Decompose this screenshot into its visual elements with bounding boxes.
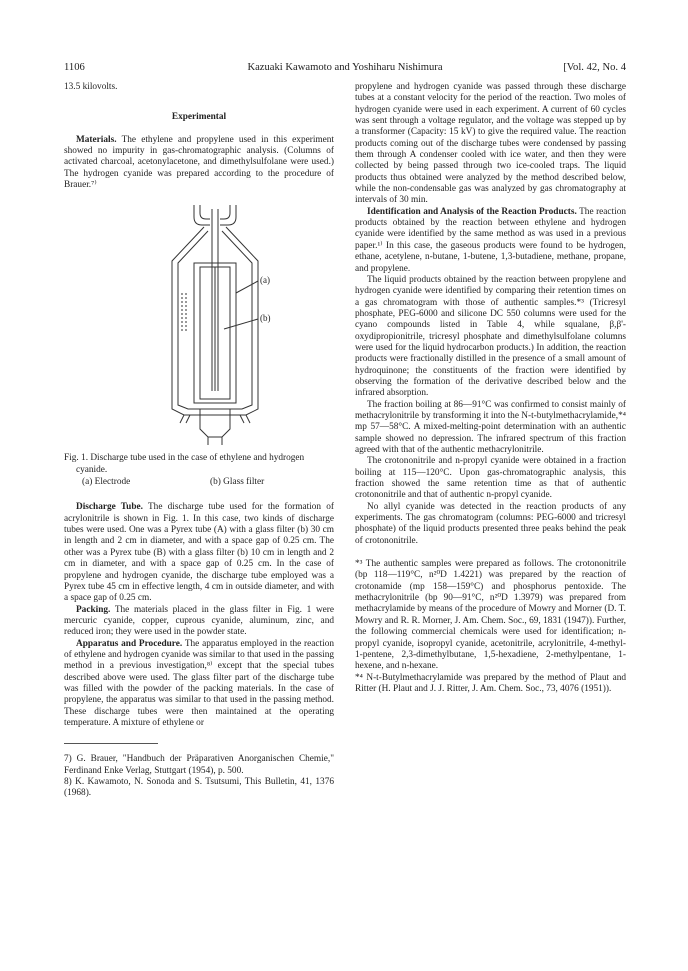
discharge-tube-heading: Discharge Tube. <box>76 502 143 513</box>
footnote-4: *⁴ N-t-Butylmethacrylamide was prepared by the method of Plaut and Ritter (H. Plaut and J. J. Ritter, J. Am. Chem. Soc., 73, 4076 (1951)). <box>355 672 626 694</box>
allyl-cyanide-paragraph: No allyl cyanide was detected in the reaction products of any experiments. The gas chromatogram (columns: PEG-6000 and tricresyl phosphate) of the liquid products presented three peaks behind the peak of crotononitrile. <box>355 501 626 546</box>
footnote-8: 8) K. Kawamoto, N. Sonoda and S. Tsutsumi, This Bulletin, 41, 1376 (1968). <box>64 777 334 799</box>
identification-paragraph <box>355 207 626 275</box>
crotononitrile-paragraph: The crotononitrile and n-propyl cyanide were obtained in a fraction boiling at 115—120°C. Upon gas-chromatographic analysis, this fraction showed the same retention time as that of authentic crotononitrile and that of authentic n-propyl cyanide. <box>355 456 626 501</box>
footnote-3: *³ The authentic samples were prepared as follows. The crotononitrile (bp 118—119°C, n²⁰D 1.4221) was prepared by the reaction of crotonamide (mp 158—159°C) and phosphorus pentoxide. The methacrylonitrile (bp 90—91°C, n²⁰D 1.3979) was prepared from methacrylamide by means of the procedure of Mowry and Morner (D. T. Mowry and R. R. Morner, J. Am. Chem. Soc., 69, 1831 (1947)). Further, the following commercial chemicals were used for identification; n-propyl cyanide, isopropyl cyanide, acetonitrile, acrylonitrile, 4-methyl-1-pentene, 2,3-dimethylbutane, 1,5-hexadiene, 2-methylpentane, 1-hexene, and n-hexane. <box>355 559 626 672</box>
left-column <box>64 82 334 800</box>
page-number: 1106 <box>64 62 85 73</box>
identification-text: The reaction products obtained by the reaction between ethylene and hydrogen cyanide were identified by the same method as was used in a previous paper.¹⁾ In this case, the gaseous products were found to be hydrogen, ethane, acetylene, n-butane, 1-butene, 1,3-butadiene, methane, propane, and propylene. <box>355 206 627 274</box>
footnote-7: 7) G. Brauer, "Handbuch der Präparativen Anorganischen Chemie," Ferdinand Enke Verlag, Stuttgart (1954), p. 500. <box>64 754 334 776</box>
apparatus-paragraph <box>64 639 334 730</box>
running-header <box>64 62 626 76</box>
discharge-tube-diagram <box>124 201 324 447</box>
continued-text: 13.5 kilovolts. <box>64 82 118 92</box>
discharge-tube-paragraph <box>64 502 334 604</box>
apparatus-heading: Apparatus and Procedure. <box>76 638 183 649</box>
discharge-tube-text: The discharge tube used for the formation of acrylonitrile is shown in Fig. 1. In this case, two kinds of discharge tubes were used. One was a Pyrex tube (A) with a glass filter (b) 30 cm in length and 2 cm in diameter, and with a space gap of 0.25 cm. The other was a Pyrex tube (B) with a glass filter (b) 10 cm in length and 2 cm in diameter, and with a space gap of 0.25 cm. In the case of propylene and hydrogen cyanide, the discharge tube employed was a Pyrex tube 45 cm in effective length, 4 cm in outside diameter, and with a space gap of 0.25 cm. <box>64 502 335 604</box>
legend-glass-filter: (b) Glass filter <box>210 477 265 488</box>
identification-heading: Identification and Analysis of the Reaction Products. <box>367 206 577 217</box>
materials-paragraph <box>64 135 334 192</box>
packing-text: The materials placed in the glass filter in Fig. 1 were mercuric cyanide, copper, cuprous cyanide, aluminum, zinc, and reduced iron; they were used in the powder state. <box>64 604 335 638</box>
section-title-experimental: Experimental <box>171 112 227 123</box>
reaction-paragraph: propylene and hydrogen cyanide was passed through these discharge tubes at a constant velocity for the period of the reaction. Two moles of hydrogen cyanide were used in each experiment. A current of 60 cycles was sent through a voltage regulator, and the voltage was stepped up by a transformer (Capacity: 15 kV) to give the required value. The reaction products coming out of the discharge tubes were condensed by passing them through A condenser cooled with ice water, and then they were collected by being passed through two ice-cooled traps. The liquid products thus obtained were analyzed by the method described below, while the non-condensable gas was analyzed by gas chromatography at intervals of 30 min. <box>355 82 626 206</box>
header-volume: [Vol. 42, No. 4 <box>563 62 626 73</box>
right-column <box>355 82 626 695</box>
methacrylonitrile-paragraph: The fraction boiling at 86—91°C was confirmed to consist mainly of methacrylonitrile by transforming it into the N-t-butylmethacrylamide,*⁴ mp 57—58°C. A mixed-melting-point determination with an authentic sample showed no depression. The infrared spectrum of this fraction agreed with that of the authentic methacrylonitrile. <box>355 399 626 455</box>
packing-paragraph <box>64 605 334 639</box>
legend-electrode: (a) Electrode <box>82 477 131 488</box>
packing-heading: Packing. <box>76 604 111 615</box>
label-a: (a) <box>260 275 270 286</box>
liquid-products-paragraph: The liquid products obtained by the reaction between propylene and hydrogen cyanide were identified by comparing their retention times on a gas chromatogram with those of authentic samples.*³ (Tricresyl phosphate, PEG-6000 and silicone DC 550 columns were used for the cyano compounds listed in Table 4, while squalane, β,β'-oxydipropionitrile, tricresyl phosphate and dimethylsulfolane columns were used for the liquid hydrocarbon products.) In addition, the reaction products were fractionally distilled in the presence of a small amount of hydroquinone; the constituents of the fraction were identified by observing the formation of the derivative described below and the infrared absorption. <box>355 274 626 399</box>
figure-1 <box>64 201 334 447</box>
materials-heading: Materials. <box>76 134 117 145</box>
label-b: (b) <box>260 313 271 324</box>
apparatus-text: The apparatus employed in the reaction of ethylene and hydrogen cyanide was similar to that used in the passing method in a previous investigation,⁸⁾ except that the special tubes described above were used. The glass filter part of the discharge tube was filled with the powder of the packing materials. In the case of propylene, the apparatus was similar to that used in the passing method. These discharge tubes were then maintained at the operating temperature. A mixture of ethylene or <box>64 638 334 728</box>
header-authors: Kazuaki Kawamoto and Yoshiharu Nishimura <box>247 62 443 73</box>
figure-caption: Fig. 1. Discharge tube used in the case of ethylene and hydrogen cyanide. <box>64 453 305 475</box>
materials-text: The ethylene and propylene used in this experiment showed no impurity in gas-chromatographic analysis. (Columns of activated charcoal, acetonylacetone, and dimethylsulfolane were used.) The hydrogen cyanide was prepared according to the procedure of Brauer.⁷⁾ <box>64 134 334 191</box>
figure-legend <box>64 477 334 488</box>
footnote-rule <box>64 743 158 744</box>
